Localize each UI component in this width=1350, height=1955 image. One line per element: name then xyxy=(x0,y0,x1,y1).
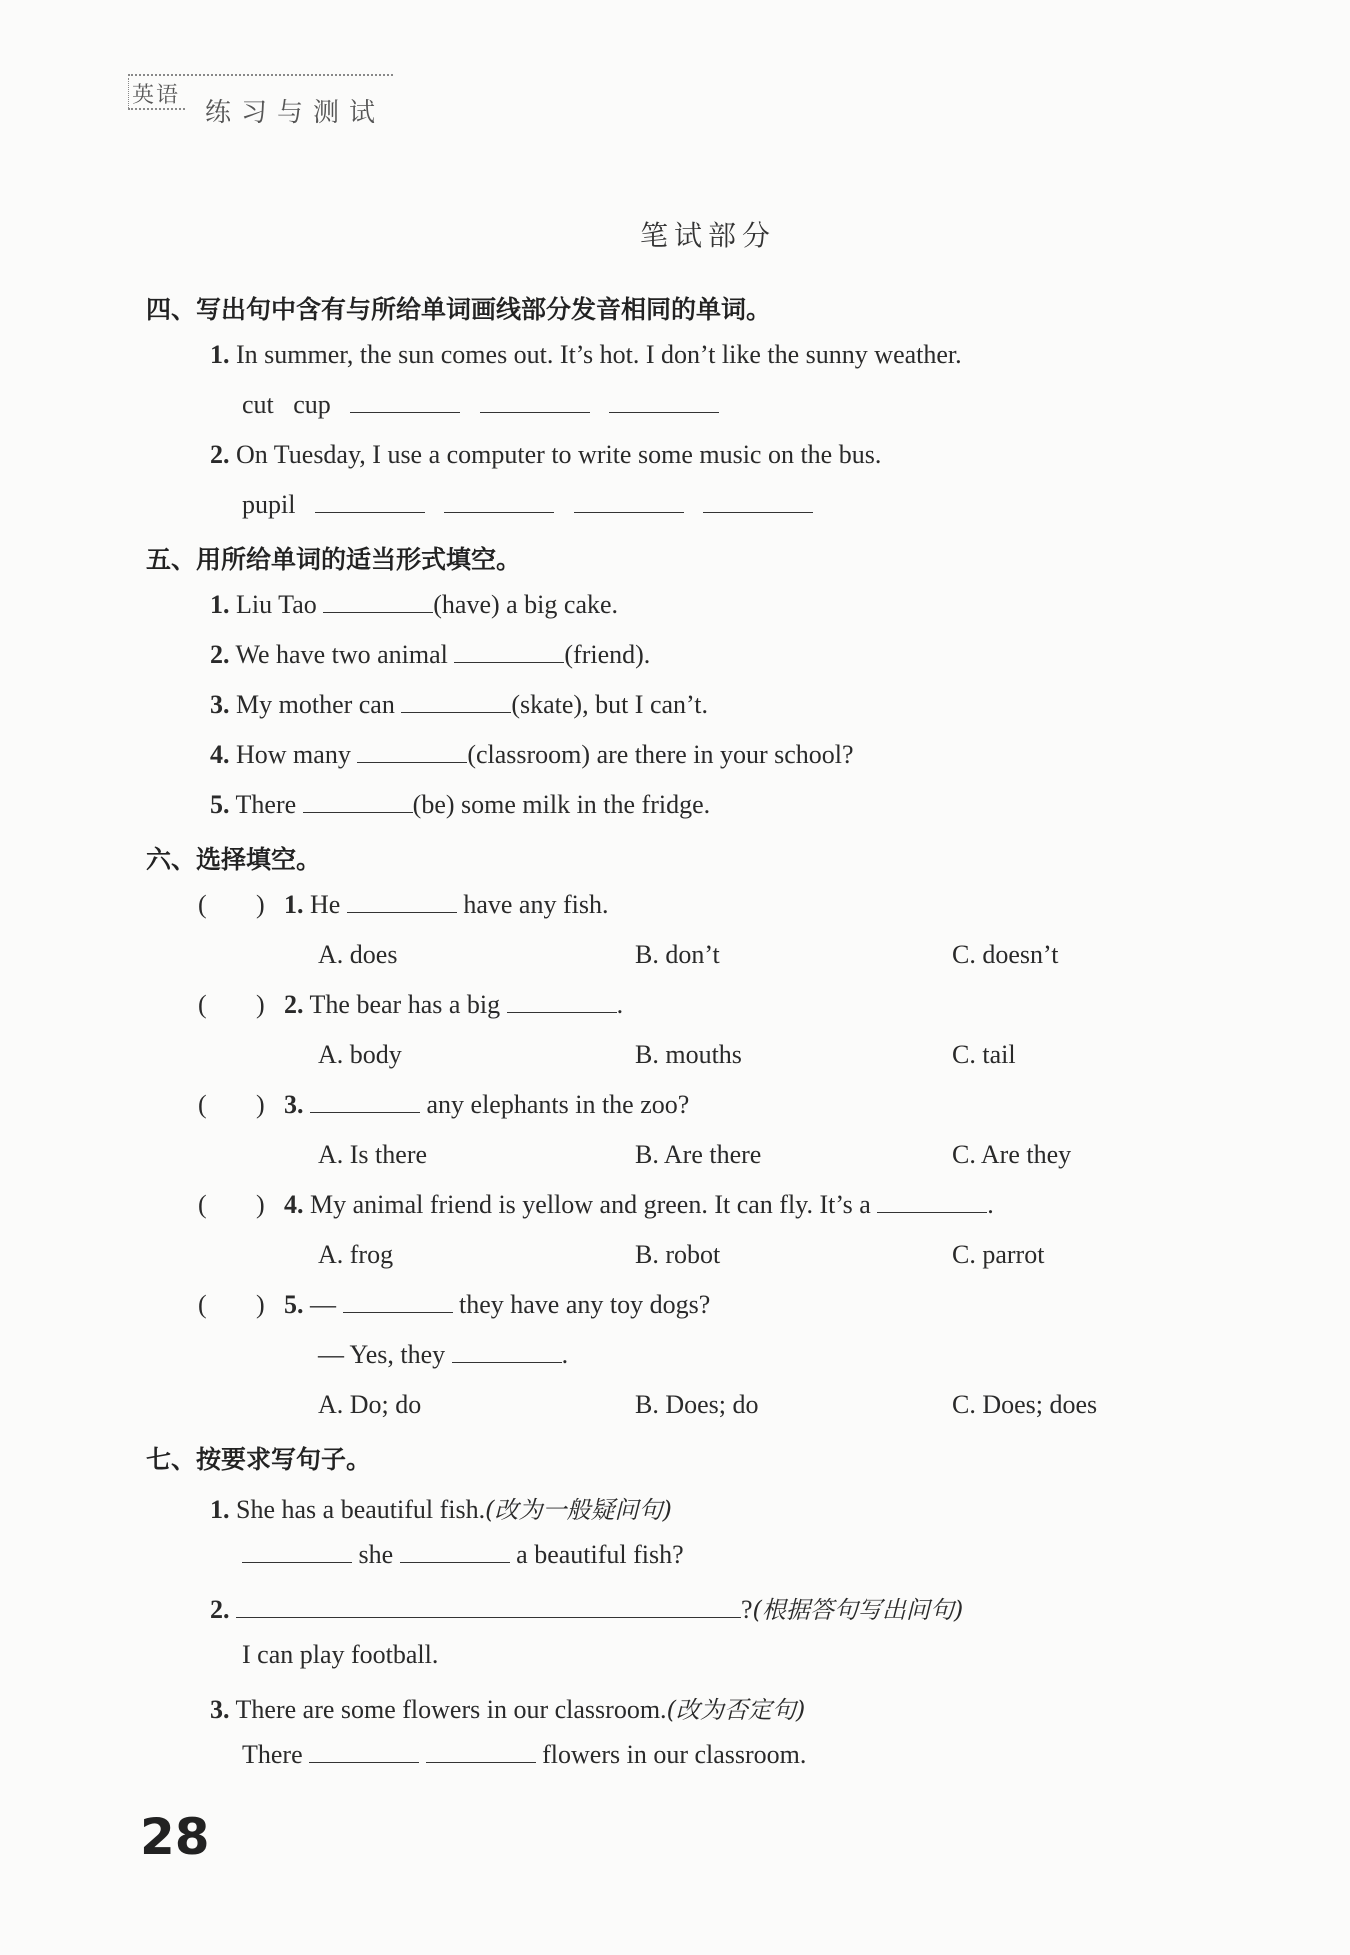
s7-q1 xyxy=(210,1490,672,1525)
s4-q2-word-pupil: pupil xyxy=(242,490,296,519)
s6-q2 xyxy=(284,990,623,1020)
s7-q2 xyxy=(210,1590,963,1625)
s6-q2-num: 2. xyxy=(284,990,304,1019)
answer-blank[interactable] xyxy=(452,1340,562,1363)
answer-blank[interactable] xyxy=(357,740,467,763)
s7-q2-instruction: (根据答句写出问句) xyxy=(752,1596,964,1624)
s4-q1-text: In summer, the sun comes out. It’s hot. I don’t like the sunny weather. xyxy=(236,340,962,369)
s4-q1-word-cut: cut xyxy=(242,390,274,419)
answer-paren-close[interactable]: ) xyxy=(256,1290,265,1319)
s6-q5-dash: — xyxy=(310,1290,336,1319)
s5-q3-text-b: (skate), but I can’t. xyxy=(511,690,708,719)
header-rule xyxy=(128,74,393,76)
s6-q4-text-b: . xyxy=(987,1190,994,1219)
s5-q5-text-b: (be) some milk in the fridge. xyxy=(412,790,711,819)
s7-q2-num: 2. xyxy=(210,1595,230,1624)
s5-q5-text-a: There xyxy=(235,790,297,819)
answer-paren-open[interactable]: ( xyxy=(198,890,207,919)
answer-blank[interactable] xyxy=(703,490,813,513)
s5-q2-num: 2. xyxy=(210,640,230,669)
s7-q2-question-mark: ? xyxy=(741,1595,753,1624)
answer-blank[interactable] xyxy=(343,1290,453,1313)
answer-blank[interactable] xyxy=(444,490,554,513)
s6-q5-num: 5. xyxy=(284,1290,304,1319)
answer-blank[interactable] xyxy=(401,690,511,713)
s7-q1-word-she: she xyxy=(358,1540,394,1569)
s4-q1-answer-line xyxy=(242,390,719,420)
answer-blank[interactable] xyxy=(454,640,564,663)
s6-q4-text-a: My animal friend is yellow and green. It can fly. It’s a xyxy=(310,1190,871,1219)
section-5-title: 五、用所给单词的适当形式填空。 xyxy=(146,545,522,574)
s6-q4-num: 4. xyxy=(284,1190,304,1219)
s6-q3-option-a: A. Is there xyxy=(318,1140,428,1169)
s6-q3-num: 3. xyxy=(284,1090,304,1119)
s6-q5-reply-end: . xyxy=(561,1340,569,1369)
s7-q1-num: 1. xyxy=(210,1495,230,1524)
s6-q1-option-a: A. does xyxy=(318,940,398,969)
s6-q5-text-b: they have any toy dogs? xyxy=(459,1290,711,1319)
s6-q1-option-c: C. doesn’t xyxy=(952,940,1059,969)
answer-blank[interactable] xyxy=(315,490,425,513)
s7-q1-instruction: (改为一般疑问句) xyxy=(485,1496,672,1524)
s7-q3-text-end: flowers in our classroom. xyxy=(542,1740,807,1769)
s7-q1-answer-line xyxy=(242,1540,684,1570)
s6-q4-option-b: B. robot xyxy=(635,1240,721,1269)
header-subject: 英语 xyxy=(132,83,181,108)
answer-blank[interactable] xyxy=(347,890,457,913)
s6-q5-reply-text: — Yes, they xyxy=(318,1340,446,1369)
s6-q3-text-b: any elephants in the zoo? xyxy=(426,1090,690,1119)
section-4-title: 四、写出句中含有与所给单词画线部分发音相同的单词。 xyxy=(146,295,772,324)
s5-q1-text-b: (have) a big cake. xyxy=(433,590,619,619)
s7-q1-text: She has a beautiful fish. xyxy=(236,1495,486,1524)
s5-q1-text-a: Liu Tao xyxy=(236,590,317,619)
s6-q5 xyxy=(284,1290,710,1320)
answer-paren-open[interactable]: ( xyxy=(198,1290,207,1319)
answer-blank[interactable] xyxy=(350,390,460,413)
header-book-title: 练习与测试 xyxy=(205,98,386,128)
answer-paren-close[interactable]: ) xyxy=(256,1090,265,1119)
answer-blank[interactable] xyxy=(323,590,433,613)
s4-q2-answer-line xyxy=(242,490,813,520)
s4-q1-num: 1. xyxy=(210,340,230,369)
s4-q1-word-cup: cup xyxy=(293,390,331,419)
s5-q3-text-a: My mother can xyxy=(236,690,395,719)
answer-blank[interactable] xyxy=(303,790,413,813)
s5-q1 xyxy=(210,590,618,620)
s7-q2-answer: I can play football. xyxy=(242,1640,439,1669)
s6-q3 xyxy=(284,1090,689,1120)
answer-paren-close[interactable]: ) xyxy=(256,990,265,1019)
s4-q1 xyxy=(210,340,962,370)
answer-blank[interactable] xyxy=(609,390,719,413)
s6-q1 xyxy=(284,890,608,920)
answer-blank[interactable] xyxy=(310,1090,420,1113)
s5-q4-text-b: (classroom) are there in your school? xyxy=(467,740,854,769)
s6-q3-option-c: C. Are they xyxy=(952,1140,1072,1169)
section-6-title: 六、选择填空。 xyxy=(146,845,322,874)
s6-q4 xyxy=(284,1190,994,1220)
s5-q2-text-b: (friend). xyxy=(564,640,651,669)
answer-blank[interactable] xyxy=(480,390,590,413)
answer-blank[interactable] xyxy=(242,1540,352,1563)
answer-paren-close[interactable]: ) xyxy=(256,890,265,919)
s5-q1-num: 1. xyxy=(210,590,230,619)
s6-q5-option-c: C. Does; does xyxy=(952,1390,1098,1419)
s7-q3 xyxy=(210,1690,805,1725)
page-number: 28 xyxy=(140,1808,210,1866)
answer-blank-long[interactable] xyxy=(236,1595,741,1618)
section-7-title: 七、按要求写句子。 xyxy=(146,1445,372,1474)
part-title: 笔试部分 xyxy=(640,219,777,252)
s6-q1-num: 1. xyxy=(284,890,304,919)
s6-q2-option-a: A. body xyxy=(318,1040,402,1069)
s4-q2-text: On Tuesday, I use a computer to write some music on the bus. xyxy=(236,440,882,469)
s6-q2-text-a: The bear has a big xyxy=(309,990,501,1019)
s6-q5-option-b: B. Does; do xyxy=(635,1390,759,1419)
s4-q2 xyxy=(210,440,881,470)
s6-q5-reply xyxy=(318,1340,568,1370)
s6-q4-option-c: C. parrot xyxy=(952,1240,1045,1269)
s5-q5-num: 5. xyxy=(210,790,230,819)
answer-blank[interactable] xyxy=(400,1540,510,1563)
s4-q2-num: 2. xyxy=(210,440,230,469)
answer-paren-open[interactable]: ( xyxy=(198,990,207,1019)
s7-q3-answer-line xyxy=(242,1740,806,1770)
answer-blank[interactable] xyxy=(309,1740,419,1763)
s6-q5-option-a: A. Do; do xyxy=(318,1390,422,1419)
s5-q3 xyxy=(210,690,708,720)
answer-blank[interactable] xyxy=(426,1740,536,1763)
s7-q3-instruction: (改为否定句) xyxy=(666,1696,806,1724)
s5-q5 xyxy=(210,790,710,820)
s6-q1-text-a: He xyxy=(310,890,341,919)
s6-q1-option-b: B. don’t xyxy=(635,940,720,969)
s6-q2-option-b: B. mouths xyxy=(635,1040,742,1069)
answer-blank[interactable] xyxy=(574,490,684,513)
s5-q4 xyxy=(210,740,854,770)
answer-blank[interactable] xyxy=(507,990,617,1013)
answer-paren-open[interactable]: ( xyxy=(198,1090,207,1119)
s5-q4-num: 4. xyxy=(210,740,230,769)
answer-paren-close[interactable]: ) xyxy=(256,1190,265,1219)
answer-blank[interactable] xyxy=(877,1190,987,1213)
s5-q3-num: 3. xyxy=(210,690,230,719)
s5-q2 xyxy=(210,640,650,670)
s7-q3-word-there: There xyxy=(242,1740,303,1769)
s5-q2-text-a: We have two animal xyxy=(235,640,448,669)
s6-q2-option-c: C. tail xyxy=(952,1040,1016,1069)
s6-q1-text-b: have any fish. xyxy=(463,890,609,919)
s6-q2-text-b: . xyxy=(616,990,624,1019)
s7-q1-text-end: a beautiful fish? xyxy=(516,1540,684,1569)
answer-paren-open[interactable]: ( xyxy=(198,1190,207,1219)
s6-q4-option-a: A. frog xyxy=(318,1240,394,1269)
s5-q4-text-a: How many xyxy=(236,740,351,769)
s7-q3-num: 3. xyxy=(210,1695,230,1724)
s6-q3-option-b: B. Are there xyxy=(635,1140,762,1169)
s7-q3-text: There are some flowers in our classroom. xyxy=(235,1695,667,1724)
